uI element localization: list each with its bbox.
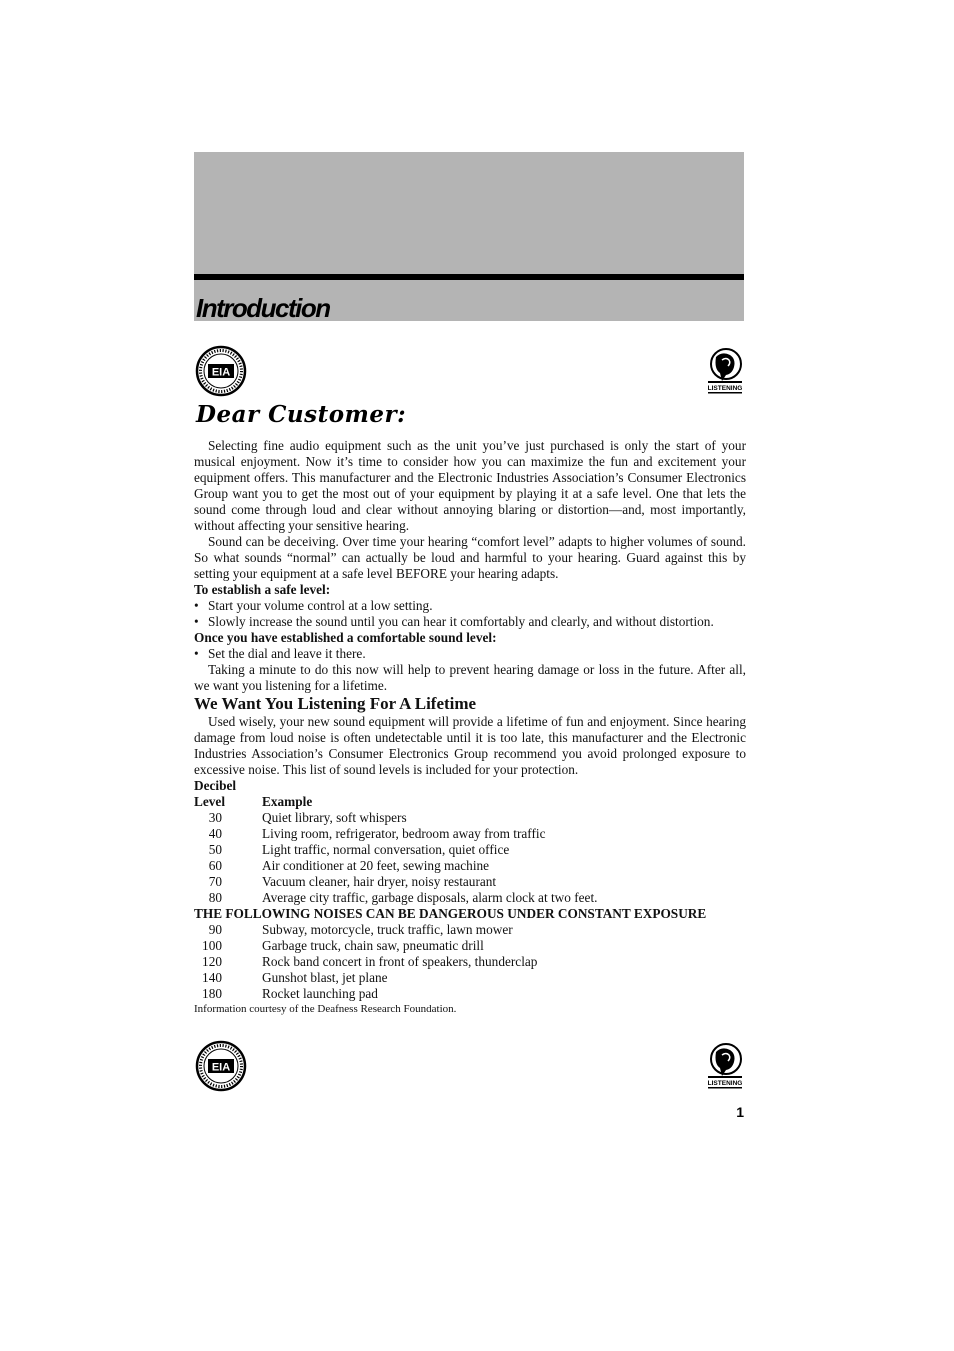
eia-seal-icon — [195, 345, 247, 397]
intro-paragraph-3: Taking a minute to do this now will help to prevent hearing damage or loss in the future. After all, we want you listening for a lifetime. — [194, 662, 746, 693]
lifetime-paragraph: Used wisely, your new sound equipment will provide a lifetime of fun and enjoyment. Since hearing damage from loud noise is often undetectable until it is too late, this manufacturer and the Electronic Industries Association’s Consumer Electronics Group recommend you avoid prolonged exposure to excessive noise. This list of sound levels is included for your protection. — [194, 714, 746, 777]
decibel-table — [194, 778, 746, 1016]
table-header-decibel: Decibel — [194, 778, 237, 793]
table-row: 100 Garbage truck, chain saw, pneumatic drill — [202, 938, 484, 953]
header-gray-block — [194, 152, 744, 274]
table-row: 80 Average city traffic, garbage disposals, alarm clock at two feet. — [208, 890, 598, 905]
intro-paragraph-2: Sound can be deceiving. Over time your hearing “comfort level” adapts to higher volumes of sound. So what sounds “normal” can actually be loud and harmful to your hearing. Guard against this by setting your equipment at a safe level BEFORE your hearing adapts. — [194, 534, 746, 581]
table-row: 40 Living room, refrigerator, bedroom away from traffic — [208, 826, 546, 841]
table-row: 90 Subway, motorcycle, truck traffic, lawn mower — [208, 922, 513, 937]
table-row: 140 Gunshot blast, jet plane — [202, 970, 388, 985]
table-row: 30 Quiet library, soft whispers — [208, 810, 407, 825]
bullet-item: • Set the dial and leave it there. — [194, 646, 366, 661]
greeting-heading: Dear Customer: — [196, 401, 407, 428]
bullet-item: • Slowly increase the sound until you can hear it comfortably and clearly, and without distortion. — [194, 614, 714, 629]
comfort-level-heading: Once you have established a comfortable sound level: — [194, 630, 497, 645]
lifetime-heading: We Want You Listening For A Lifetime — [194, 694, 477, 713]
eia-seal-icon — [195, 1040, 247, 1092]
safe-level-heading: To establish a safe level: — [194, 582, 331, 597]
page-title: Introduction — [196, 293, 330, 323]
forever-listening-logo-icon — [704, 345, 746, 397]
table-row: 50 Light traffic, normal conversation, quiet office — [208, 842, 510, 857]
table-credit: Information courtesy of the Deafness Research Foundation. — [194, 1003, 457, 1015]
svg-text:EIA: EIA — [211, 366, 231, 379]
forever-listening-logo-icon — [704, 1040, 746, 1092]
svg-text:EIA: EIA — [211, 1061, 231, 1074]
table-row: 70 Vacuum cleaner, hair dryer, noisy restaurant — [208, 874, 497, 889]
table-row: 120 Rock band concert in front of speakers, thunderclap — [202, 954, 538, 969]
body-content — [194, 438, 746, 1016]
table-header-row: Level Example — [194, 794, 313, 809]
page-number: 1 — [736, 1104, 744, 1120]
table-row: 180 Rocket launching pad — [202, 986, 378, 1001]
table-row: 60 Air conditioner at 20 feet, sewing machine — [208, 858, 490, 873]
bullet-item: • Start your volume control at a low setting. — [194, 598, 433, 613]
svg-text:LISTENING: LISTENING — [707, 1080, 743, 1087]
svg-text:LISTENING: LISTENING — [707, 385, 743, 392]
intro-paragraph-1: Selecting fine audio equipment such as the unit you’ve just purchased is only the start of your musical enjoyment. Now it’s time to consider how you can maximize the fun and excitement your equipment offers. This manufacturer and the Electronic Industries Association’s Consumer Electronics Group want you to get the most out of your equipment by playing it at a safe level. One that lets the sound come through loud and clear without annoying blaring or distortion—and, most importantly, without affecting your sensitive hearing. — [194, 438, 746, 533]
danger-warning: THE FOLLOWING NOISES CAN BE DANGEROUS UNDER CONSTANT EXPOSURE — [194, 906, 707, 921]
